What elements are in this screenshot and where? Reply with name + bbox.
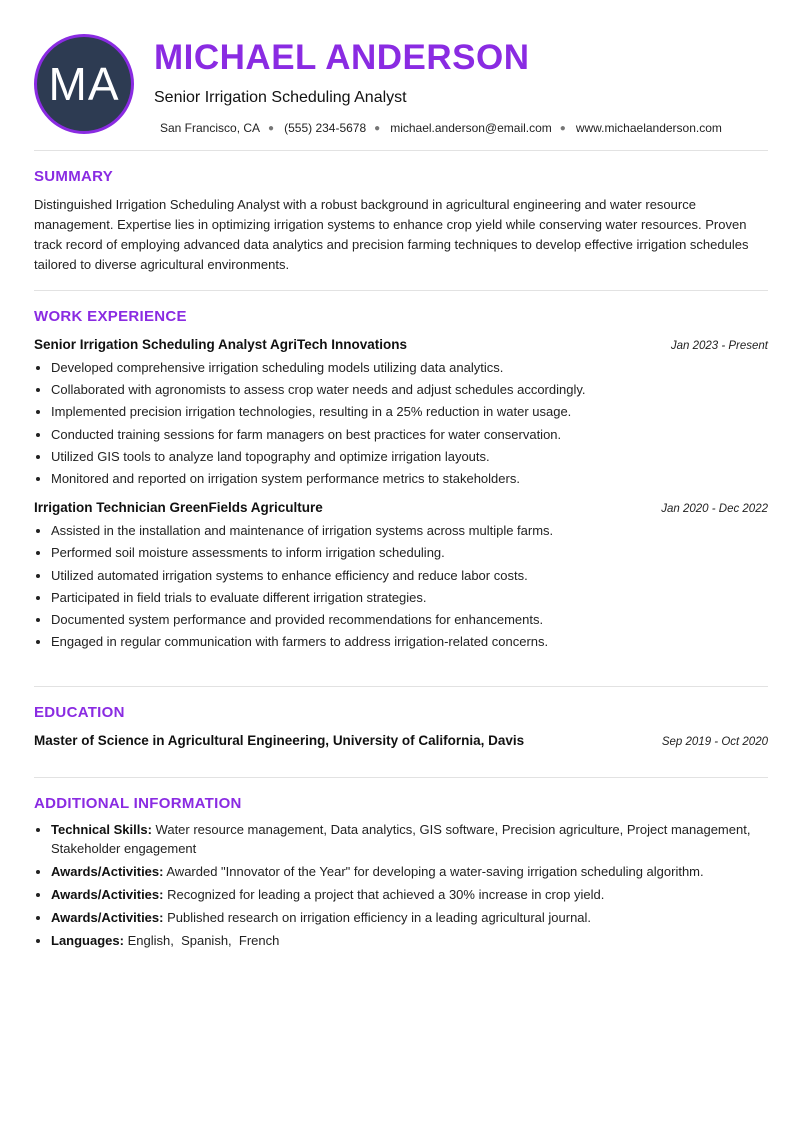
additional-list <box>34 820 768 950</box>
resume-header <box>34 0 768 150</box>
item-label: Awards/Activities: <box>51 864 164 879</box>
item-text: Published research on irrigation efficiency in a leading agricultural journal. <box>167 910 592 925</box>
job-bullets <box>34 357 768 490</box>
separator-dot-icon: ● <box>268 122 275 134</box>
bullet-item: • Engaged in regular communication with farmers to address irrigation-related concerns. <box>51 631 768 653</box>
item-text: English, Spanish, French <box>127 933 280 948</box>
section-divider <box>34 686 768 687</box>
job-entry <box>34 337 768 490</box>
separator-dot-icon: ● <box>559 122 566 134</box>
work-experience-section <box>34 308 768 653</box>
contact-phone: (555) 234-5678 <box>284 121 367 135</box>
item-label: Languages: <box>51 933 124 948</box>
summary-section <box>34 168 768 275</box>
bullet-item: • Monitored and reported on irrigation system performance metrics to stakeholders. <box>51 468 768 490</box>
summary-heading: SUMMARY <box>34 168 114 185</box>
section-divider <box>34 290 768 291</box>
contact-info <box>160 121 722 135</box>
job-header <box>34 337 768 352</box>
job-position: Irrigation Technician GreenFields Agriculture <box>34 500 323 516</box>
job-position: Senior Irrigation Scheduling Analyst AgriTech Innovations <box>34 337 408 352</box>
additional-item <box>51 885 768 904</box>
education-section <box>34 704 768 748</box>
bullet-item: • Developed comprehensive irrigation scheduling models utilizing data analytics. <box>51 357 768 379</box>
work-heading: WORK EXPERIENCE <box>34 308 187 325</box>
item-text: Water resource management, Data analytics, GIS software, Precision agriculture, Project management, Stakeholder engagement <box>51 822 751 856</box>
additional-item <box>51 862 768 881</box>
additional-heading: ADDITIONAL INFORMATION <box>34 795 242 812</box>
education-dates: Sep 2019 - Oct 2020 <box>661 736 768 748</box>
item-text: Awarded "Innovator of the Year" for developing a water-saving irrigation scheduling algorithm. <box>166 864 704 879</box>
item-label: Awards/Activities: <box>51 887 164 902</box>
candidate-name: MICHAEL ANDERSON <box>154 38 530 77</box>
additional-item <box>51 820 768 858</box>
header-divider <box>34 150 768 151</box>
bullet-item: • Assisted in the installation and maintenance of irrigation systems across multiple farms. <box>51 520 768 542</box>
avatar <box>34 34 134 134</box>
section-divider <box>34 777 768 778</box>
bullet-item: • Conducted training sessions for farm managers on best practices for water conservation. <box>51 424 768 446</box>
item-text: Recognized for leading a project that achieved a 30% increase in crop yield. <box>167 887 605 902</box>
additional-info-section <box>34 795 768 954</box>
item-label: Technical Skills: <box>51 822 152 837</box>
job-bullets <box>34 520 768 653</box>
bullet-item: • Implemented precision irrigation technologies, resulting in a 25% reduction in water usage. <box>51 401 768 423</box>
bullet-item: • Performed soil moisture assessments to inform irrigation scheduling. <box>51 542 768 564</box>
education-entry <box>34 733 768 748</box>
contact-email: michael.anderson@email.com <box>390 121 552 135</box>
summary-text: Distinguished Irrigation Scheduling Analyst with a robust background in agricultural engineering and water resource management. Expertise lies in optimizing irrigation systems to enhance crop yield while conserving water resources. Proven track record of employing advanced data analytics and precision farming techniques to develop effective irrigation schedules tailored to diverse agricultural environments. <box>34 197 749 272</box>
job-dates: Jan 2023 - Present <box>670 340 768 352</box>
additional-item <box>51 908 768 927</box>
job-title: Senior Irrigation Scheduling Analyst <box>154 89 407 106</box>
education-heading: EDUCATION <box>34 704 125 721</box>
bullet-item: • Participated in field trials to evaluate different irrigation strategies. <box>51 587 768 609</box>
bullet-item: • Utilized automated irrigation systems to enhance efficiency and reduce labor costs. <box>51 565 768 587</box>
resume-page <box>34 0 768 948</box>
item-label: Awards/Activities: <box>51 910 164 925</box>
job-entry <box>34 500 768 653</box>
degree: Master of Science in Agricultural Engineering, University of California, Davis <box>34 733 525 748</box>
additional-item <box>51 931 768 950</box>
separator-dot-icon: ● <box>374 122 381 134</box>
bullet-item: • Documented system performance and provided recommendations for enhancements. <box>51 609 768 631</box>
contact-website: www.michaelanderson.com <box>575 121 722 135</box>
job-header <box>34 500 768 515</box>
avatar-initials: MA <box>48 58 120 110</box>
contact-location: San Francisco, CA <box>160 121 261 135</box>
job-dates: Jan 2020 - Dec 2022 <box>661 503 768 516</box>
bullet-item: • Collaborated with agronomists to assess crop water needs and adjust schedules accordingly. <box>51 379 768 401</box>
bullet-item: • Utilized GIS tools to analyze land topography and optimize irrigation layouts. <box>51 446 768 468</box>
